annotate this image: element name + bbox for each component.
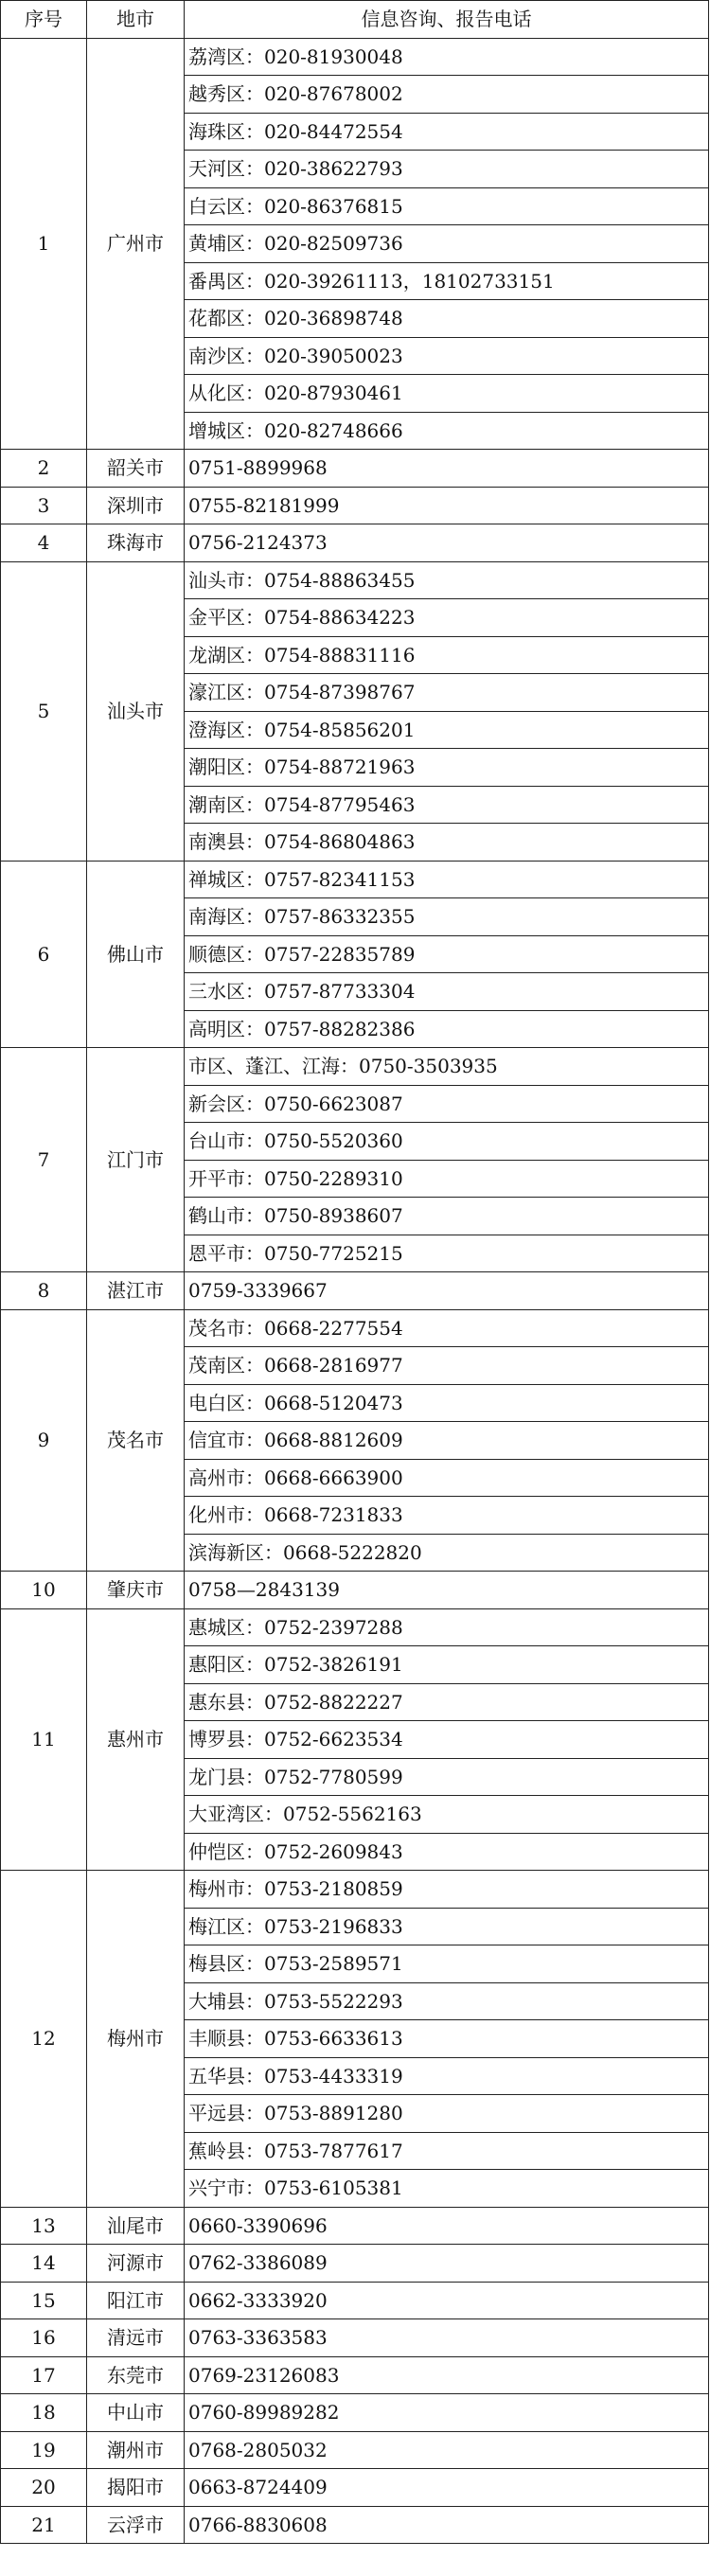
- phone-entry: 白云区：020-86376815: [185, 187, 709, 225]
- row-number: 10: [1, 1572, 87, 1609]
- phone-entry: 开平市：0750-2289310: [185, 1160, 709, 1198]
- phone-entry: 梅县区：0753-2589571: [185, 1945, 709, 1983]
- phone-entry: 0769-23126083: [185, 2356, 709, 2394]
- phone-entry: 0756-2124373: [185, 524, 709, 562]
- row-number: 17: [1, 2356, 87, 2394]
- table-row: [1, 2245, 709, 2283]
- phone-entry: 恩平市：0750-7725215: [185, 1235, 709, 1272]
- phone-entry: 荔湾区：020-81930048: [185, 38, 709, 76]
- row-number: 7: [1, 1048, 87, 1272]
- table-row: [1, 1871, 709, 1909]
- city-name: 惠州市: [87, 1608, 185, 1871]
- table-row: [1, 524, 709, 562]
- phone-entry: 禅城区：0757-82341153: [185, 861, 709, 898]
- table-row: [1, 2356, 709, 2394]
- phone-entry: 番禺区：020-39261113，18102733151: [185, 262, 709, 300]
- table-row: [1, 2319, 709, 2357]
- table-row: [1, 1272, 709, 1310]
- phone-entry: 南沙区：020-39050023: [185, 337, 709, 375]
- table-row: [1, 2469, 709, 2507]
- table-row: [1, 2282, 709, 2319]
- city-name: 深圳市: [87, 487, 185, 524]
- phone-entry: 0766-8830608: [185, 2506, 709, 2544]
- phone-entry: 大埔县：0753-5522293: [185, 1982, 709, 2020]
- city-name: 中山市: [87, 2394, 185, 2432]
- phone-entry: 越秀区：020-87678002: [185, 76, 709, 114]
- phone-entry: 大亚湾区：0752-5562163: [185, 1796, 709, 1834]
- phone-entry: 黄埔区：020-82509736: [185, 225, 709, 263]
- phone-entry: 滨海新区：0668-5222820: [185, 1534, 709, 1572]
- phone-entry: 0760-89989282: [185, 2394, 709, 2432]
- row-number: 21: [1, 2506, 87, 2544]
- phone-entry: 南澳县：0754-86804863: [185, 824, 709, 862]
- row-number: 12: [1, 1871, 87, 2208]
- phone-entry: 海珠区：020-84472554: [185, 113, 709, 151]
- city-name: 珠海市: [87, 524, 185, 562]
- city-name: 茂名市: [87, 1309, 185, 1572]
- phone-entry: 高州市：0668-6663900: [185, 1459, 709, 1497]
- phone-entry: 0662-3333920: [185, 2282, 709, 2319]
- phone-entry: 0762-3386089: [185, 2245, 709, 2283]
- header-city: 地市: [87, 1, 185, 39]
- city-name: 梅州市: [87, 1871, 185, 2208]
- table-row: [1, 2394, 709, 2432]
- phone-entry: 梅州市：0753-2180859: [185, 1871, 709, 1909]
- phone-entry: 五华县：0753-4433319: [185, 2057, 709, 2095]
- phone-entry: 惠阳区：0752-3826191: [185, 1646, 709, 1684]
- table-row: [1, 2431, 709, 2469]
- phone-entry: 澄海区：0754-85856201: [185, 711, 709, 749]
- city-name: 韶关市: [87, 450, 185, 488]
- phone-entry: 濠江区：0754-87398767: [185, 674, 709, 712]
- city-name: 湛江市: [87, 1272, 185, 1310]
- city-name: 肇庆市: [87, 1572, 185, 1609]
- city-name: 河源市: [87, 2245, 185, 2283]
- table-row: [1, 1048, 709, 1086]
- phone-entry: 新会区：0750-6623087: [185, 1085, 709, 1123]
- phone-entry: 0660-3390696: [185, 2207, 709, 2245]
- phone-entry: 电白区：0668-5120473: [185, 1384, 709, 1422]
- phone-entry: 天河区：020-38622793: [185, 151, 709, 188]
- table-row: [1, 561, 709, 599]
- row-number: 14: [1, 2245, 87, 2283]
- phone-entry: 0663-8724409: [185, 2469, 709, 2507]
- city-name: 潮州市: [87, 2431, 185, 2469]
- phone-entry: 鹤山市：0750-8938607: [185, 1198, 709, 1235]
- phone-entry: 市区、蓬江、江海：0750-3503935: [185, 1048, 709, 1086]
- row-number: 13: [1, 2207, 87, 2245]
- phone-entry: 仲恺区：0752-2609843: [185, 1833, 709, 1871]
- phone-entry: 蕉岭县：0753-7877617: [185, 2132, 709, 2170]
- phone-entry: 茂南区：0668-2816977: [185, 1347, 709, 1385]
- phone-entry: 梅江区：0753-2196833: [185, 1908, 709, 1945]
- row-number: 2: [1, 450, 87, 488]
- phone-entry: 金平区：0754-88634223: [185, 599, 709, 637]
- phone-entry: 平远县：0753-8891280: [185, 2095, 709, 2133]
- table-body: [1, 38, 709, 2544]
- phone-entry: 茂名市：0668-2277554: [185, 1309, 709, 1347]
- row-number: 4: [1, 524, 87, 562]
- row-number: 16: [1, 2319, 87, 2357]
- city-name: 揭阳市: [87, 2469, 185, 2507]
- phone-entry: 顺德区：0757-22835789: [185, 935, 709, 973]
- table-row: [1, 1608, 709, 1646]
- row-number: 3: [1, 487, 87, 524]
- table-row: [1, 861, 709, 898]
- phone-entry: 化州市：0668-7231833: [185, 1497, 709, 1535]
- phone-entry: 从化区：020-87930461: [185, 375, 709, 413]
- city-name: 清远市: [87, 2319, 185, 2357]
- city-name: 汕头市: [87, 561, 185, 861]
- table-row: [1, 2207, 709, 2245]
- row-number: 15: [1, 2282, 87, 2319]
- phone-entry: 花都区：020-36898748: [185, 300, 709, 338]
- phone-entry: 增城区：020-82748666: [185, 412, 709, 450]
- phone-entry: 0751-8899968: [185, 450, 709, 488]
- phone-entry: 龙门县：0752-7780599: [185, 1758, 709, 1796]
- header-row: [1, 1, 709, 39]
- phone-entry: 0758—2843139: [185, 1572, 709, 1609]
- phone-entry: 台山市：0750-5520360: [185, 1123, 709, 1161]
- phone-entry: 高明区：0757-88282386: [185, 1010, 709, 1048]
- phone-entry: 博罗县：0752-6623534: [185, 1721, 709, 1759]
- phone-entry: 三水区：0757-87733304: [185, 973, 709, 1011]
- row-number: 18: [1, 2394, 87, 2432]
- table-row: [1, 1572, 709, 1609]
- phone-entry: 南海区：0757-86332355: [185, 898, 709, 936]
- phone-entry: 兴宁市：0753-6105381: [185, 2170, 709, 2208]
- table-row: [1, 487, 709, 524]
- city-name: 佛山市: [87, 861, 185, 1048]
- header-phone: 信息咨询、报告电话: [185, 1, 709, 39]
- phone-entry: 丰顺县：0753-6633613: [185, 2020, 709, 2058]
- row-number: 9: [1, 1309, 87, 1572]
- phone-entry: 0768-2805032: [185, 2431, 709, 2469]
- row-number: 20: [1, 2469, 87, 2507]
- phone-entry: 0763-3363583: [185, 2319, 709, 2357]
- row-number: 8: [1, 1272, 87, 1310]
- table-row: [1, 2506, 709, 2544]
- row-number: 11: [1, 1608, 87, 1871]
- phone-entry: 汕头市：0754-88863455: [185, 561, 709, 599]
- table-row: [1, 38, 709, 76]
- city-name: 阳江市: [87, 2282, 185, 2319]
- phone-entry: 信宜市：0668-8812609: [185, 1422, 709, 1460]
- city-name: 广州市: [87, 38, 185, 450]
- header-no: 序号: [1, 1, 87, 39]
- table-row: [1, 1309, 709, 1347]
- phone-entry: 龙湖区：0754-88831116: [185, 636, 709, 674]
- row-number: 6: [1, 861, 87, 1048]
- phone-entry: 潮南区：0754-87795463: [185, 786, 709, 824]
- city-name: 汕尾市: [87, 2207, 185, 2245]
- city-name: 云浮市: [87, 2506, 185, 2544]
- phone-entry: 潮阳区：0754-88721963: [185, 749, 709, 787]
- row-number: 5: [1, 561, 87, 861]
- phone-entry: 0759-3339667: [185, 1272, 709, 1310]
- phone-entry: 0755-82181999: [185, 487, 709, 524]
- row-number: 1: [1, 38, 87, 450]
- row-number: 19: [1, 2431, 87, 2469]
- city-name: 东莞市: [87, 2356, 185, 2394]
- city-name: 江门市: [87, 1048, 185, 1272]
- phone-entry: 惠城区：0752-2397288: [185, 1608, 709, 1646]
- phone-entry: 惠东县：0752-8822227: [185, 1683, 709, 1721]
- table-row: [1, 450, 709, 488]
